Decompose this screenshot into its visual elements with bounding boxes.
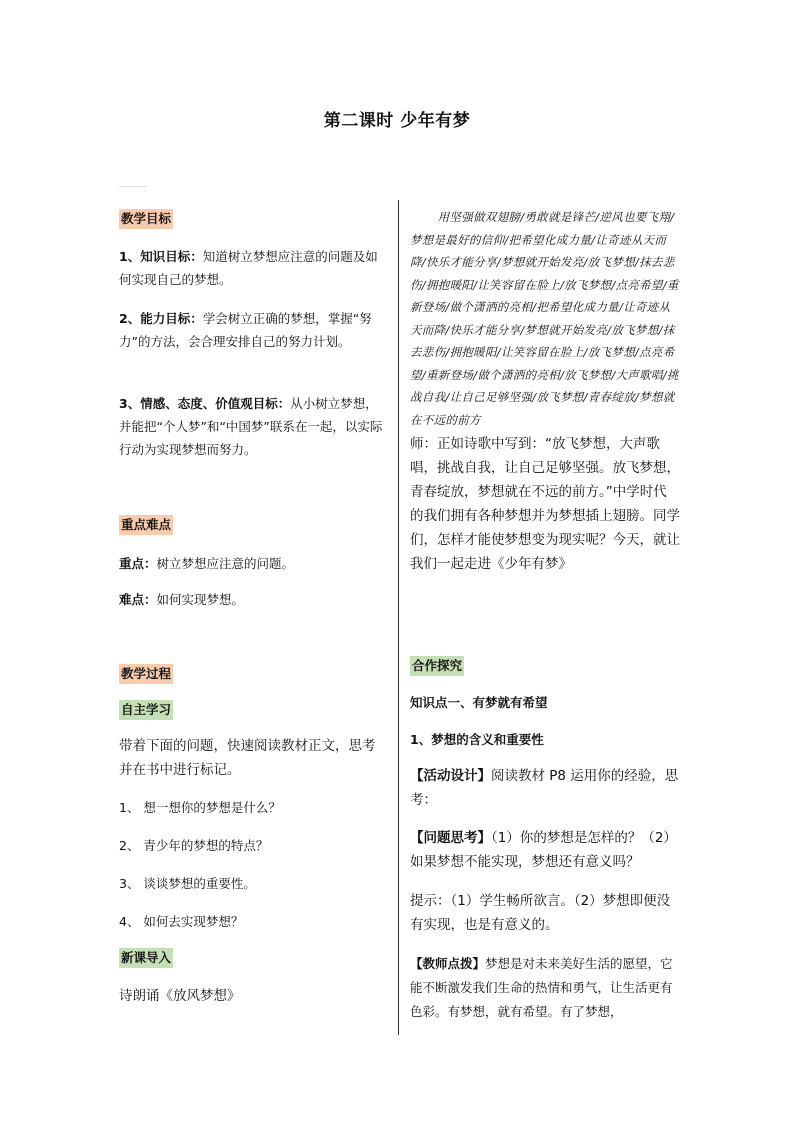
page-title: 第二课时 少年有梦 <box>323 111 471 131</box>
goal-1-text: 知道树立梦想应注意的问题及如何实现自己的梦想。 <box>119 249 378 287</box>
section-tag-key: 重点难点 <box>119 515 173 535</box>
column-divider <box>398 200 399 1035</box>
section-tag-goals: 教学目标 <box>119 209 173 229</box>
question-3: 3、 谈谈梦想的重要性。 <box>119 876 256 891</box>
goal-3 <box>119 392 385 461</box>
section-tag-new-lesson: 新课导入 <box>119 948 173 968</box>
teacher-guide-label: 【教师点拨】 <box>410 956 486 971</box>
question-4: 4、 如何去实现梦想？ <box>119 914 244 929</box>
goal-3-text: 从小树立梦想，并能把“个人梦”和“中国梦”联系在一起，以实际行动为实现梦想而努力。 <box>119 396 383 457</box>
question-2: 2、 青少年的梦想的特点？ <box>119 838 269 853</box>
goal-1 <box>119 245 385 291</box>
activity-label: 【活动设计】 <box>410 768 491 784</box>
key-point-text: 树立梦想应注意的问题。 <box>156 556 295 571</box>
key-point <box>119 552 385 575</box>
poem-text: 用坚强做双翅膀/勇敢就是锋芒/逆风也要飞翔/梦想是最好的信仰/把希望化成力量/让奇迹从天而降/快乐才能分享/梦想就开始发亮/放飞梦想/抹去悲伤/拥抱暖阳/让笑容留在脸上/放飞梦想/点亮希望/重新登场/做个潇洒的亮相/把希望化成力量/让奇迹从天而降/快乐才能分享/梦想就开始发亮/放飞梦想/抹去悲伤/拥抱暖阳/让笑容留在脸上/放飞梦想/点亮希望/重新登场/做个潇洒的亮相/放飞梦想/大声歌唱/挑战自我/让自己足够坚强/放飞梦想/青春绽放/梦想就在不远的前方 <box>410 210 679 427</box>
goal-3-label: 3、情感、态度、价值观目标： <box>119 396 291 411</box>
key-point-label: 重点： <box>119 556 157 571</box>
question-1: 1、 想一想你的梦想是什么？ <box>119 800 281 815</box>
teacher-guide <box>410 952 680 1024</box>
activity-design <box>410 764 680 812</box>
self-study-intro: 带着下面的问题，快速阅读教材正文，思考并在书中进行标记。 <box>119 738 376 778</box>
section-tag-process: 教学过程 <box>119 664 173 684</box>
activity-text: 阅读教材 P8 运用你的经验，思考： <box>410 768 679 808</box>
knowledge-point-1-sub: 1、梦想的含义和重要性 <box>410 732 544 747</box>
hard-point <box>119 588 385 611</box>
goal-2 <box>119 307 385 353</box>
hint-text: 提示：（1）学生畅所欲言。（2）梦想即便没有实现，也是有意义的。 <box>410 893 671 933</box>
decorative-rule <box>119 186 147 187</box>
section-tag-cooperate: 合作探究 <box>410 656 464 676</box>
hard-point-label: 难点： <box>119 592 157 607</box>
teacher-guide-text: 梦想是对未来美好生活的愿望，它能不断激发我们生命的热情和勇气，让生活更有色彩。有梦想，就有希望。有了梦想， <box>410 956 673 1019</box>
goal-1-label: 1、知识目标： <box>119 249 203 264</box>
section-tag-self-study: 自主学习 <box>119 700 173 720</box>
teacher-intro: 师：正如诗歌中写到：“放飞梦想，大声歌唱，挑战自我，让自己足够坚强。放飞梦想，青春绽放，梦想就在不远的前方。”中学时代的我们拥有各种梦想并为梦想插上翅膀。同学们，怎样才能使梦想变为现实呢？今天，就让我们一起走进《少年有梦》 <box>410 436 680 572</box>
knowledge-point-1: 知识点一、有梦就有希望 <box>410 695 548 710</box>
hard-point-text: 如何实现梦想。 <box>156 592 245 607</box>
goal-2-text: 学会树立正确的梦想，掌握“努力”的方法，会合理安排自己的努力计划。 <box>119 311 372 349</box>
question-think <box>410 826 680 874</box>
recite-line: 诗朗诵《放风梦想》 <box>119 988 241 1004</box>
question-think-label: 【问题思考】 <box>410 830 491 846</box>
goal-2-label: 2、能力目标： <box>119 311 203 326</box>
question-think-text: （1）你的梦想是怎样的？（2）如果梦想不能实现，梦想还有意义吗？ <box>410 830 677 870</box>
